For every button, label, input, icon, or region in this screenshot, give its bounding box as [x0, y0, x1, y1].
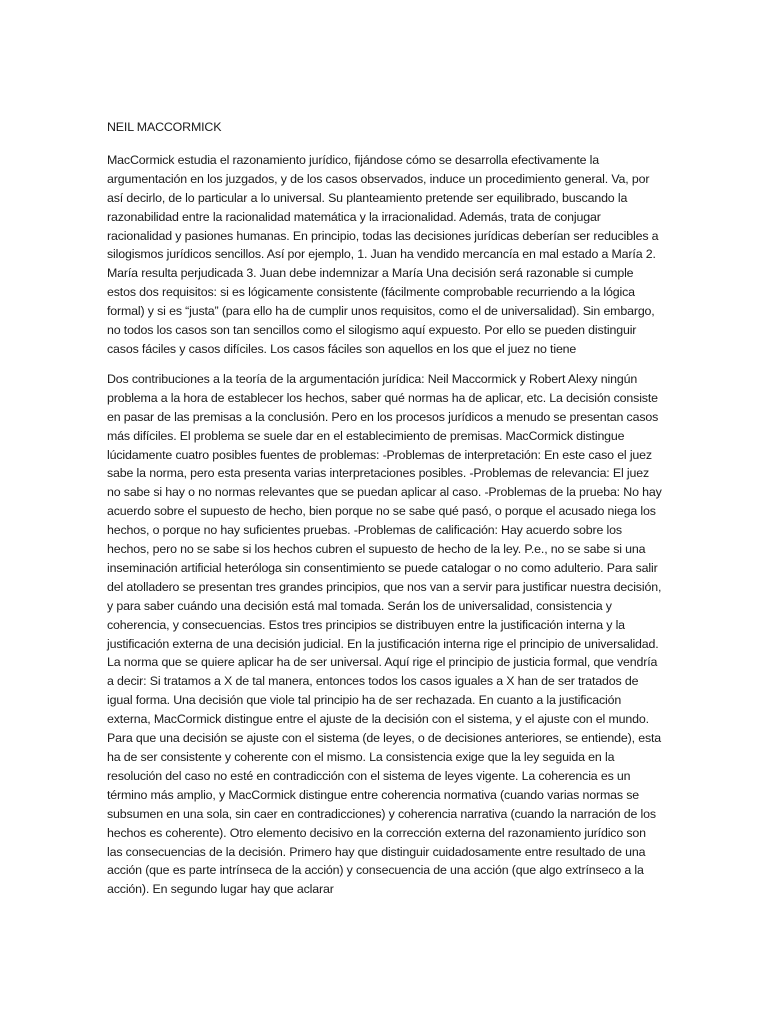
paragraph-contributions: Dos contribuciones a la teoría de la argumentación jurídica: Neil Maccormick y Robert Alexy ningún problema a la hora de establecer los hechos, saber qué normas ha de aplicar, etc. La decisión consiste en pasar de las premisas a la conclusión. Pero en los procesos jurídicos a menudo se presentan casos más difíciles. El problema se suele dar en el establecimiento de premisas. MacCormick distingue lúcidamente cuatro posibles fuentes de problemas: -Problemas de interpretación: En este caso el juez sabe la norma, pero esta presenta varias interpretaciones posibles. -Problemas de relevancia: El juez no sabe si hay o no normas relevantes que se puedan aplicar al caso. -Problemas de la prueba: No hay acuerdo sobre el supuesto de hecho, bien porque no se sabe qué pasó, o porque el acusado niega los hechos, o porque no hay suficientes pruebas. -Problemas de calificación: Hay acuerdo sobre los hechos, pero no se sabe si los hechos cubren el supuesto de hecho de la ley. P.e., no se sabe si una inseminación artificial heteróloga sin consentimiento se puede catalogar o no como adulterio. Para salir del atolladero se presentan tres grandes principios, que nos van a servir para justificar nuestra decisión, y para saber cuándo una decisión está mal tomada. Serán los de universalidad, consistencia y coherencia, y consecuencias. Estos tres principios se distribuyen entre la justificación interna y la justificación externa de una decisión judicial. En la justificación interna rige el principio de universalidad. La norma que se quiere aplicar ha de ser universal. Aquí rige el principio de justicia formal, que vendría a decir: Si tratamos a X de tal manera, entonces todos los casos iguales a X han de ser tratados de igual forma. Una decisión que viole tal principio ha de ser rechazada. En cuanto a la justificación externa, MacCormick distingue entre el ajuste de la decisión con el sistema, y el ajuste con el mundo. Para que una decisión se ajuste con el sistema (de leyes, o de decisiones anteriores, se entiende), esta ha de ser consistente y coherente con el mismo. La consistencia exige que la ley seguida en la resolución del caso no esté en contradicción con el sistema de leyes vigente. La coherencia es un término más amplio, y MacCormick distingue entre coherencia normativa (cuando varias normas se subsumen en una sola, sin caer en contradicciones) y coherencia narrativa (cuando la narración de los hechos es coherente). Otro elemento decisivo en la corrección externa del razonamiento jurídico son las consecuencias de la decisión. Primero hay que distinguir cuidadosamente entre resultado de una acción (que es parte intrínseca de la acción) y consecuencia de una acción (que algo extrínseco a la acción). En segundo lugar hay que aclarar [107, 371, 662, 897]
document-page [107, 118, 662, 910]
document-heading: NEIL MACCORMICK [107, 120, 222, 134]
paragraph-intro: MacCormick estudia el razonamiento jurídico, fijándose cómo se desarrolla efectivamente la argumentación en los juzgados, y de los casos observados, induce un procedimiento general. Va, por así decirlo, de lo particular a lo universal. Su planteamiento pretende ser equilibrado, buscando la razonabilidad entre la racionalidad matemática y la irracionalidad. Además, trata de conjugar racionalidad y pasiones humanas. En principio, todas las decisiones jurídicas deberían ser reducibles a silogismos jurídicos sencillos. Así por ejemplo, 1. Juan ha vendido mercancía en mal estado a María 2. María resulta perjudicada 3. Juan debe indemnizar a María Una decisión será razonable si cumple estos dos requisitos: si es lógicamente consistente (fácilmente comprobable recurriendo a la lógica formal) y si es “justa” (para ello ha de cumplir unos requisitos, como el de universalidad). Sin embargo, no todos los casos son tan sencillos como el silogismo aquí expuesto. Por ello se pueden distinguir casos fáciles y casos difíciles. Los casos fáciles son aquellos en los que el juez no tiene [107, 152, 659, 356]
